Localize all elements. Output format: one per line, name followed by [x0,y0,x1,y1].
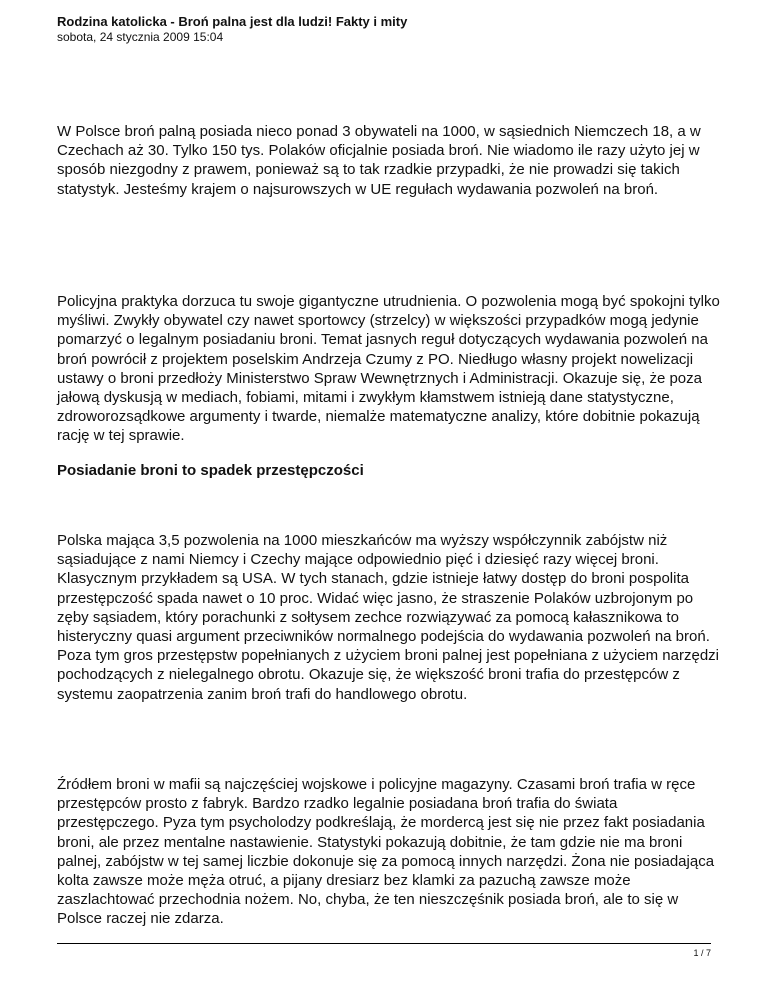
document-title: Rodzina katolicka - Broń palna jest dla ludzi! Fakty i mity [57,14,408,29]
page-number: 1 / 7 [693,948,711,958]
section-heading: Posiadanie broni to spadek przestępczości [57,462,364,479]
document-date: sobota, 24 stycznia 2009 15:04 [57,30,224,44]
document-header [57,14,717,45]
article-paragraph: Policyjna praktyka dorzuca tu swoje gigantyczne utrudnienia. O pozwolenia mogą być spokojni tylko myśliwi. Zwykły obywatel czy nawet sportowcy (strzelcy) w większości przypadków mogą jedynie pomarzyć o legalnym posiadaniu broni. Temat jasnych reguł dotyczących wydawania pozwoleń na broń powrócił z projektem poselskim Andrzeja Czumy z PO. Niedługo własny projekt nowelizacji ustawy o broni przedłoży Ministerstwo Spraw Wewnętrznych i Administracji. Okazuje się, że poza jałową dyskusją w mediach, fobiami, mitami i zwykłym kłamstwem istnieją dane statystyczne, zdroworozsądkowe argumenty i twarde, niemalże matematyczne analizy, które dobitnie pokazują rację w tej sprawie. [57,293,720,445]
article-paragraph: Polska mająca 3,5 pozwolenia na 1000 mieszkańców ma wyższy współczynnik zabójstw niż sąsiadujące z nami Niemcy i Czechy mające odpowiednio pięć i dziesięć razy więcej broni. Klasycznym przykładem są USA. W tych stanach, gdzie istnieje łatwy dostęp do broni pospolita przestępczość spada nawet o 10 proc. Widać więc jasno, że straszenie Polaków uzbrojonym po zęby sąsiadem, który porachunki z sołtysem zechce rozwiązywać za pomocą kałasznikowa to histeryczny quasi argument przeciwników normalnego podejścia do wydawania pozwoleń na broń. Poza tym gros przestępstw popełnianych z użyciem broni palnej jest popełniana z użyciem narzędzi pochodzących z nielegalnego obrotu. Okazuje się, że większość broni trafia do przestępców z systemu zaopatrzenia zanim broń trafi do handlowego obrotu. [57,532,719,703]
article-paragraph: W Polsce broń palną posiada nieco ponad 3 obywateli na 1000, w sąsiednich Niemczech 18, a w Czechach aż 30. Tylko 150 tys. Polaków oficjalnie posiada broń. Nie wiadomo ile razy użyto jej w sposób niezgodny z prawem, ponieważ są to tak rzadkie przypadki, że nie prowadzi się takich statystyk. Jesteśmy krajem o najsurowszych w UE regułach wydawania pozwoleń na broń. [57,123,701,198]
footer-divider [57,943,711,944]
article-paragraph: Źródłem broni w mafii są najczęściej wojskowe i policyjne magazyny. Czasami broń trafia w ręce przestępców prosto z fabryk. Bardzo rzadko legalnie posiadana broń trafia do świata przestępczego. Pyza tym psycholodzy podkreślają, że mordercą jest się nie przez fakt posiadania broni, ale przez mentalne nastawienie. Statystyki pokazują dobitnie, że tam gdzie nie ma broni palnej, zabójstw w tej samej liczbie dokonuje się za pomocą innych narzędzi. Żona nie posiadająca kolta zawsze może męża otruć, a pijany dresiarz bez klamki za pazuchą zawsze może zaszlachtować przechodnia nożem. No, chyba, że ten nieszczęśnik posiada broń, ale to się w Polsce raczej nie zdarza. [57,776,715,928]
